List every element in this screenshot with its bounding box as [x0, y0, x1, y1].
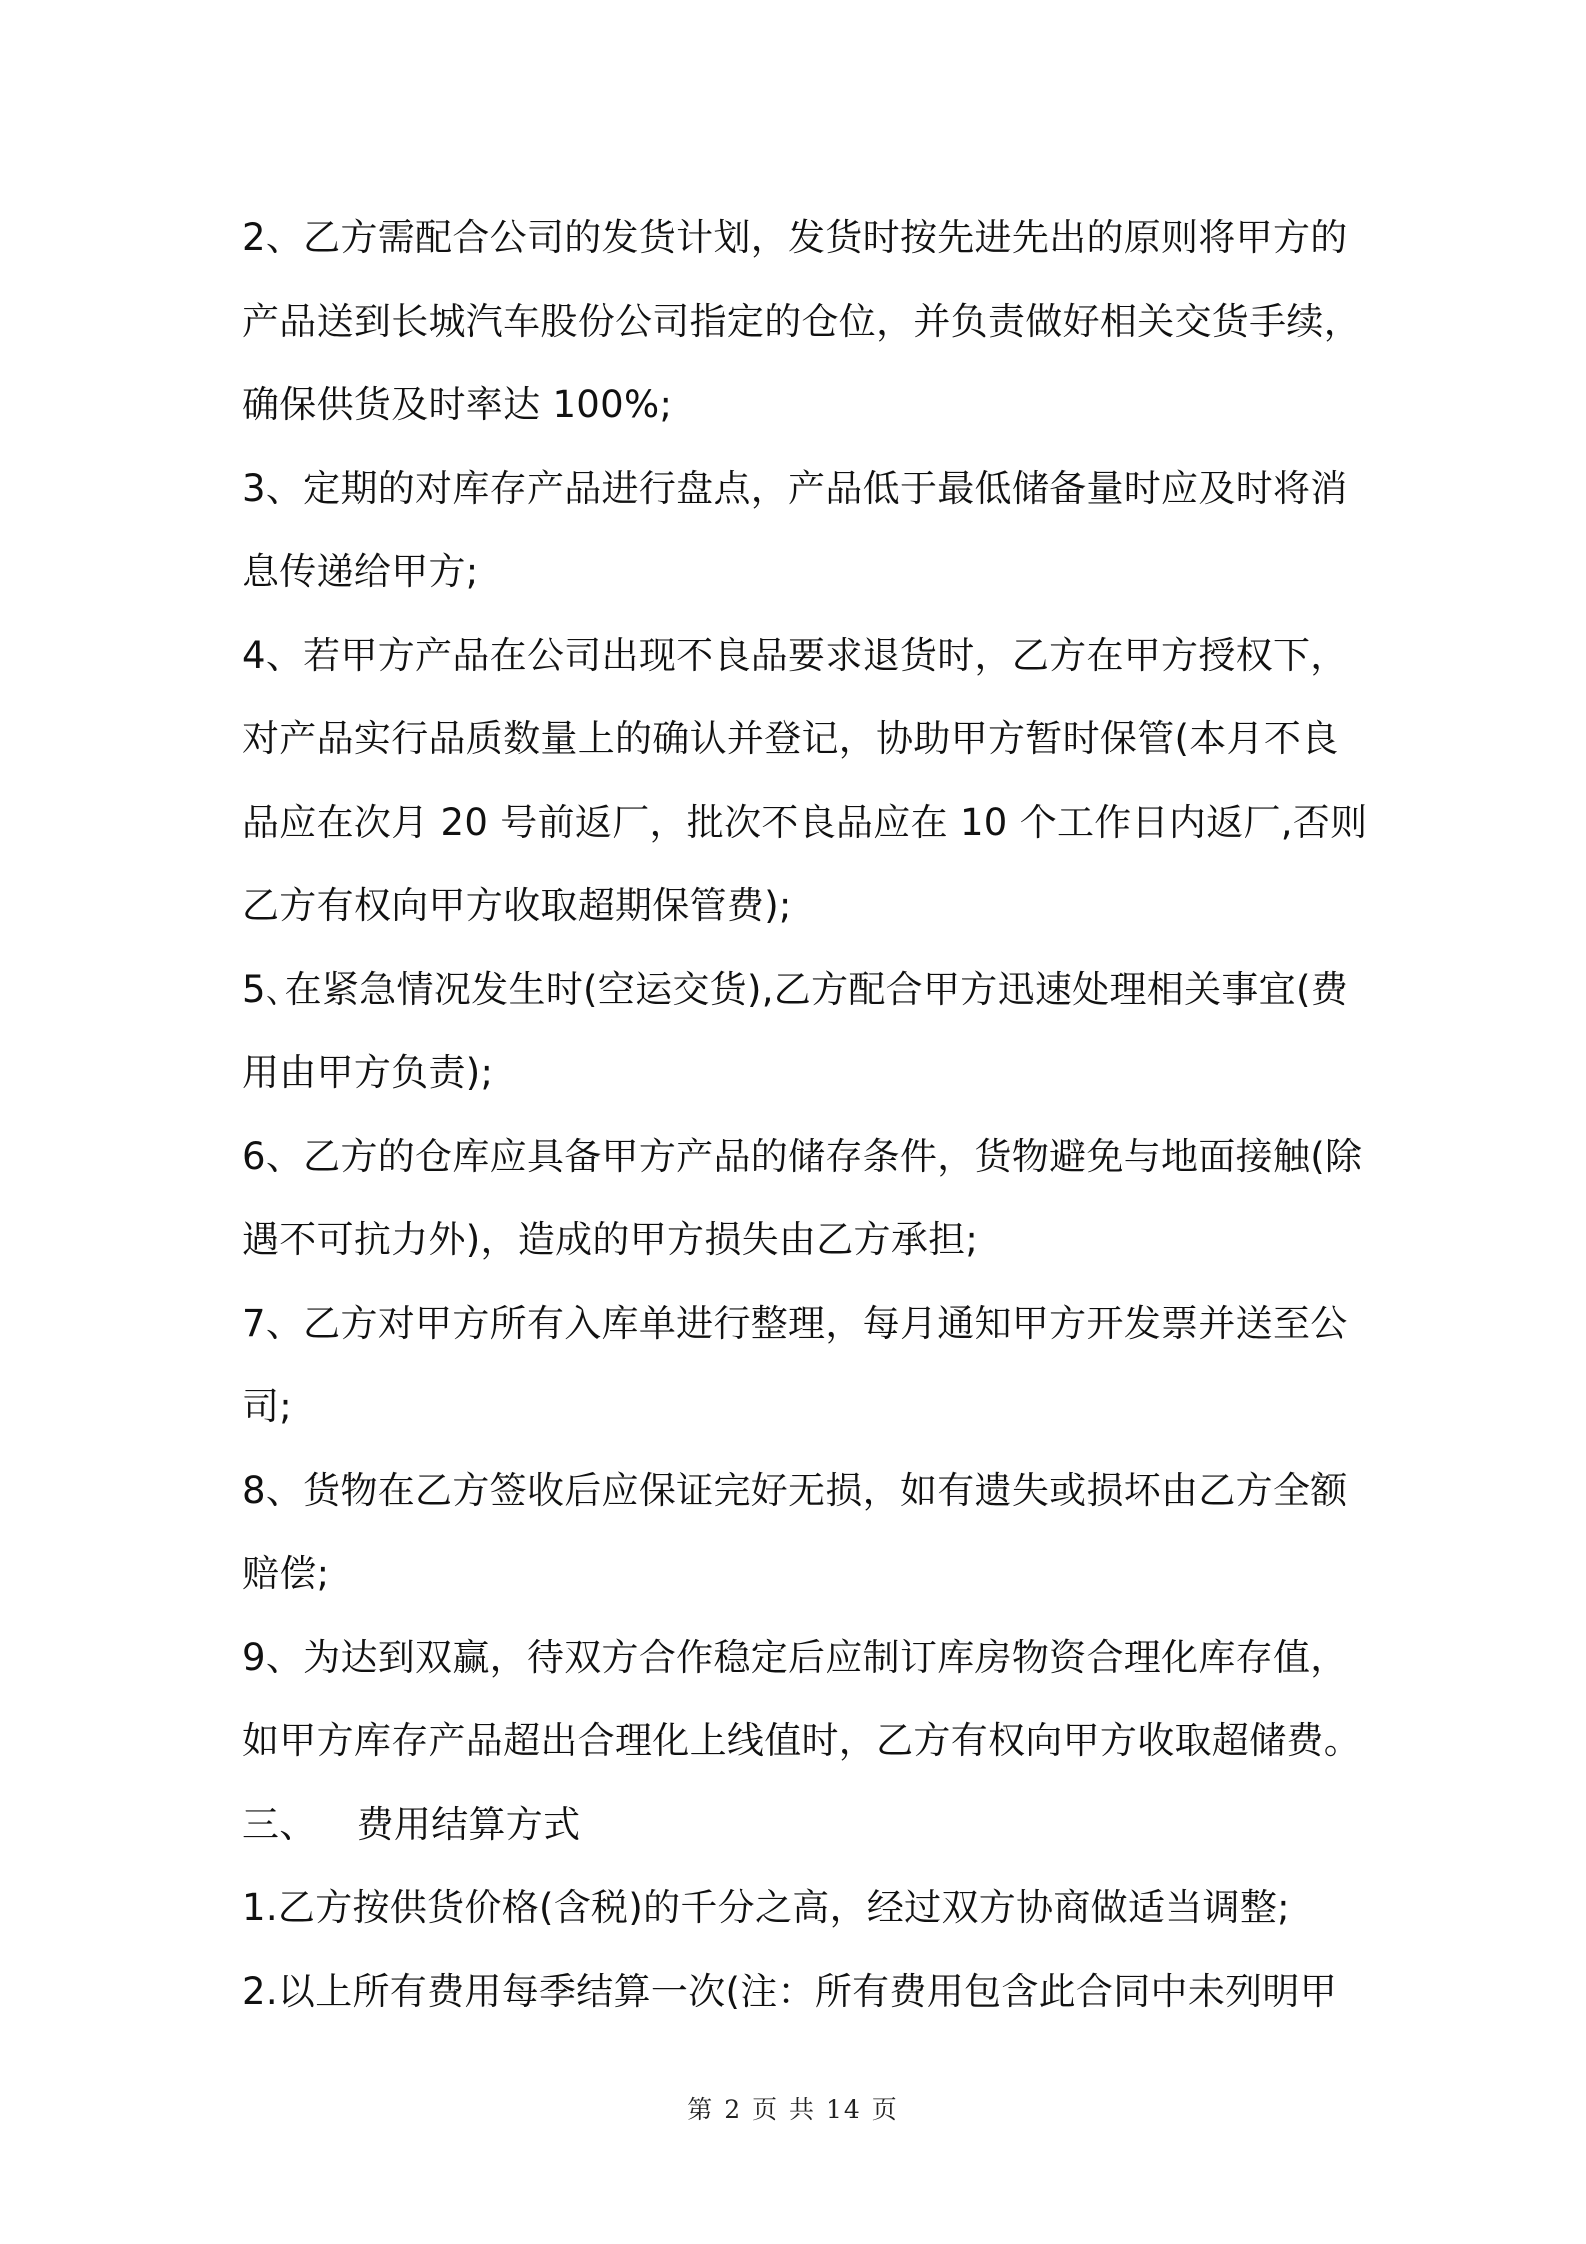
- section-heading-title: 费用结算方式: [356, 1802, 581, 1846]
- text-line: 用由甲方负责);: [242, 1051, 494, 1094]
- text-line: 乙方有权向甲方收取超期保管费);: [242, 884, 792, 927]
- section-heading: [242, 1783, 1362, 1867]
- text-line: 如甲方库存产品超出合理化上线值时，乙方有权向甲方收取超储费。: [242, 1719, 1361, 1762]
- document-body: [242, 196, 1368, 2033]
- clause-list: [242, 196, 1368, 2033]
- text-line: 6、乙方的仓库应具备甲方产品的储存条件，货物避免与地面接触(除: [242, 1134, 1363, 1178]
- text-line: 对产品实行品质数量上的确认并登记，协助甲方暂时保管(本月不良: [242, 717, 1339, 760]
- text-line: 遇不可抗力外)，造成的甲方损失由乙方承担;: [242, 1218, 979, 1261]
- section-heading-number: 三、: [242, 1802, 317, 1846]
- text-line: 4、若甲方产品在公司出现不良品要求退货时，乙方在甲方授权下，: [242, 633, 1348, 677]
- text-line: 确保供货及时率达 100%;: [242, 383, 673, 426]
- text-line: 9、为达到双赢，待双方合作稳定后应制订库房物资合理化库存值，: [242, 1635, 1348, 1679]
- text-line: 3、定期的对库存产品进行盘点，产品低于最低储备量时应及时将消: [242, 466, 1348, 510]
- text-line: 司;: [242, 1385, 293, 1428]
- text-line: 赔偿;: [242, 1552, 330, 1595]
- text-line: 7、乙方对甲方所有入库单进行整理，每月通知甲方开发票并送至公: [242, 1301, 1348, 1345]
- text-line: 2、乙方需配合公司的发货计划，发货时按先进先出的原则将甲方的: [242, 216, 1348, 259]
- text-line: 息传递给甲方;: [242, 550, 479, 593]
- text-line: 2.以上所有费用每季结算一次(注：所有费用包含此合同中未列明甲: [242, 1969, 1338, 2013]
- text-line: 8、货物在乙方签收后应保证完好无损，如有遗失或损坏由乙方全额: [242, 1468, 1348, 1512]
- page-number-footer: 第 2 页 共 14 页: [687, 2095, 899, 2124]
- text-line: 5､在紧急情况发生时(空运交货),乙方配合甲方迅速处理相关事宜(费: [242, 967, 1349, 1011]
- text-line: 产品送到长城汽车股份公司指定的仓位，并负责做好相关交货手续，: [242, 299, 1361, 343]
- text-line: 1.乙方按供货价格(含税)的千分之高，经过双方协商做适当调整;: [242, 1886, 1290, 1929]
- text-line: 品应在次月 20 号前返厂，批次不良品应在 10 个工作日内返厂,否则: [242, 800, 1368, 844]
